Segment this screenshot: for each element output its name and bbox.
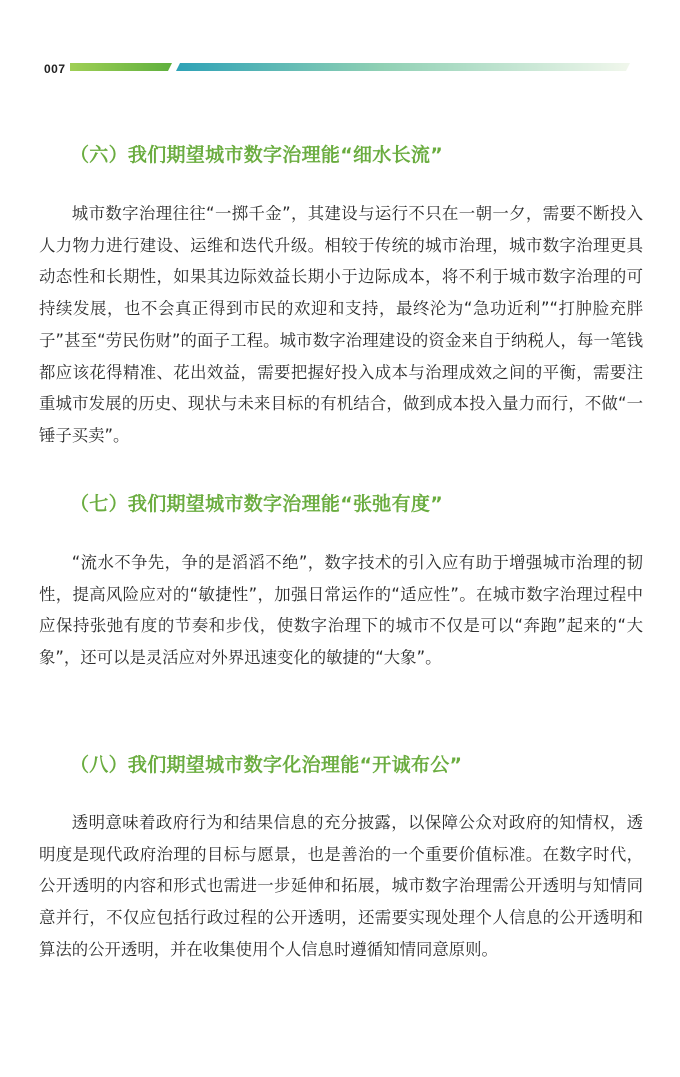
header-gradient-bar <box>0 55 680 75</box>
section-heading-8: （八）我们期望城市数字化治理能“开诚布公” <box>70 754 463 776</box>
section-heading-7: （七）我们期望城市数字治理能“张弛有度” <box>70 493 443 515</box>
section-paragraph-6: 城市数字治理往往“一掷千金”，其建设与运行不只在一朝一夕，需要不断投入人力物力进行建设、运维和迭代升级。相较于传统的城市治理，城市数字治理更具动态性和长期性，如果其边际效益长期小于边际成本，将不利于城市数字治理的可持续发展，也不会真正得到市民的欢迎和支持，最终沦为“急功近利”“打肿脸充胖子”甚至“劳民伤财”的面子工程。城市数字治理建设的资金来自于纳税人，每一笔钱都应该花得精准、花出效益，需要把握好投入成本与治理成效之间的平衡，需要注重城市发展的历史、现状与未来目标的有机结合，做到成本投入量力而行，不做“一锤子买卖”。 <box>39 204 643 445</box>
section-paragraph-7: “流水不争先，争的是滔滔不绝”，数字技术的引入应有助于增强城市治理的韧性，提高风险应对的“敏捷性”，加强日常运作的“适应性”。在城市数字治理过程中应保持张弛有度的节奏和步伐，使数字治理下的城市不仅是可以“奔跑”起来的“大象”，还可以是灵活应对外界迅速变化的敏捷的“大象”。 <box>39 553 643 668</box>
section-heading-6: （六）我们期望城市数字治理能“细水长流” <box>70 144 443 166</box>
page-header <box>0 55 680 85</box>
section-paragraph-8: 透明意味着政府行为和结果信息的充分披露，以保障公众对政府的知情权，透明度是现代政府治理的目标与愿景，也是善治的一个重要价值标准。在数字时代，公开透明的内容和形式也需进一步延伸和拓展，城市数字治理需公开透明与知情同意并行，不仅应包括行政过程的公开透明，还需要实现处理个人信息的公开透明和算法的公开透明，并在收集使用个人信息时遵循知情同意原则。 <box>39 813 643 959</box>
header-bar-green-segment <box>70 63 172 71</box>
page-number: 007 <box>44 62 66 76</box>
header-bar-teal-segment <box>176 63 630 71</box>
